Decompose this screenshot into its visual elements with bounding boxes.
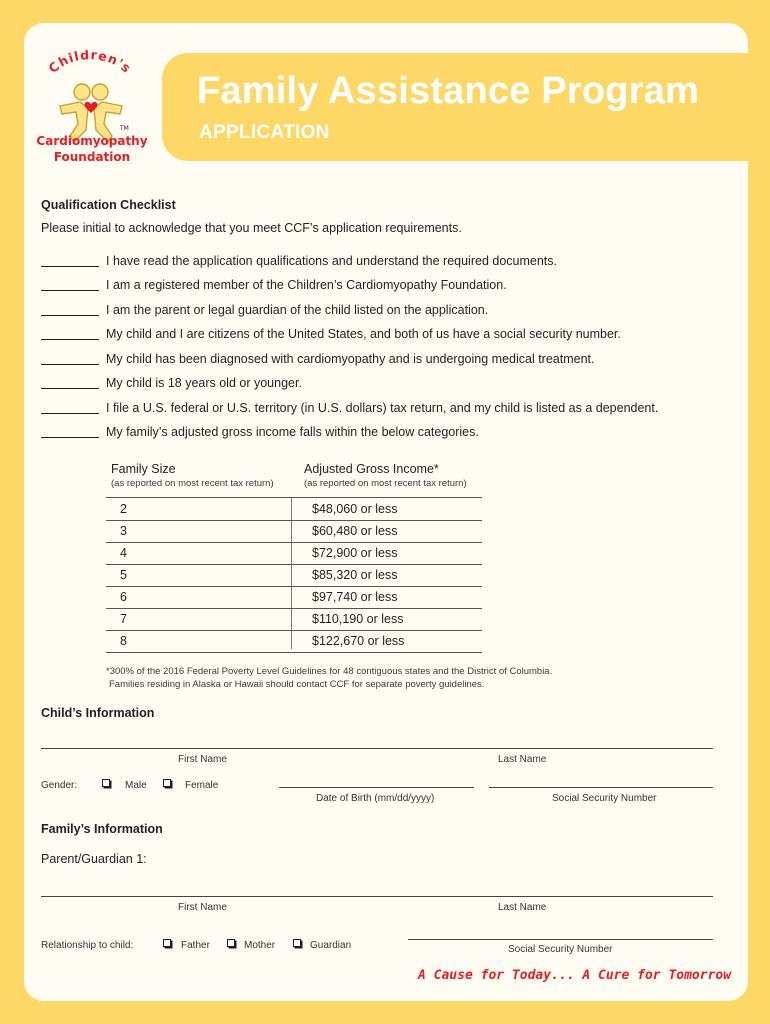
initial-blank[interactable] bbox=[41, 315, 99, 316]
checklist-item: I file a U.S. federal or U.S. territory (in U.S. dollars) tax return, and my child is listed as a dependent. bbox=[106, 401, 659, 415]
initial-blank[interactable] bbox=[41, 388, 99, 389]
initial-blank[interactable] bbox=[41, 290, 99, 291]
family-info-heading: Family’s Information bbox=[41, 822, 163, 836]
table-rule bbox=[106, 586, 482, 587]
table-cell-income: $48,060 or less bbox=[312, 502, 398, 516]
page-subtitle: APPLICATION bbox=[199, 122, 330, 143]
guardian-name-field[interactable] bbox=[41, 896, 713, 897]
table-rule bbox=[106, 630, 482, 631]
svg-text:Children's bbox=[45, 50, 134, 76]
guardian-first-name-label: First Name bbox=[178, 902, 227, 913]
table-cell-income: $85,320 or less bbox=[312, 568, 398, 582]
table-cell-size: 2 bbox=[120, 502, 127, 516]
dob-field[interactable] bbox=[279, 787, 474, 788]
checklist-item: My child is 18 years old or younger. bbox=[106, 376, 302, 390]
table-cell-size: 6 bbox=[120, 590, 127, 604]
guardian-last-name-label: Last Name bbox=[498, 902, 547, 913]
logo-tm: TM bbox=[120, 125, 129, 132]
mother-checkbox[interactable] bbox=[227, 939, 235, 947]
guardian-option-label: Guardian bbox=[310, 940, 352, 951]
child-ssn-label: Social Security Number bbox=[552, 793, 657, 804]
initial-blank[interactable] bbox=[41, 413, 99, 414]
child-info-heading: Child’s Information bbox=[41, 706, 155, 720]
gender-label: Gender: bbox=[41, 780, 78, 791]
female-label: Female bbox=[185, 780, 219, 791]
logo-line1: Cardiomyopathy bbox=[36, 134, 148, 148]
table-footnote: Families residing in Alaska or Hawaii should contact CCF for separate poverty guidelines. bbox=[109, 679, 485, 690]
table-rule bbox=[106, 520, 482, 521]
tagline: A Cause for Today... A Cure for Tomorrow bbox=[418, 968, 732, 983]
child-name-field[interactable] bbox=[41, 748, 713, 749]
table-rule bbox=[106, 497, 482, 498]
table-footnote: *300% of the 2016 Federal Poverty Level Guidelines for 48 contiguous states and the District of Columbia. bbox=[106, 666, 553, 677]
father-checkbox[interactable] bbox=[163, 939, 171, 947]
table-cell-income: $72,900 or less bbox=[312, 546, 398, 560]
family-size-header: Family Size bbox=[111, 462, 176, 476]
initial-blank[interactable] bbox=[41, 364, 99, 365]
initial-blank[interactable] bbox=[41, 437, 99, 438]
initial-blank[interactable] bbox=[41, 266, 99, 267]
table-cell-income: $122,670 or less bbox=[312, 634, 405, 648]
mother-label: Mother bbox=[244, 940, 276, 951]
father-label: Father bbox=[181, 940, 210, 951]
child-last-name-label: Last Name bbox=[498, 754, 547, 765]
checklist-item: My child and I are citizens of the United States, and both of us have a social security number. bbox=[106, 327, 621, 341]
table-cell-income: $110,190 or less bbox=[312, 612, 404, 626]
income-header: Adjusted Gross Income* bbox=[304, 462, 439, 476]
table-cell-size: 8 bbox=[120, 634, 127, 648]
child-first-name-label: First Name bbox=[178, 754, 227, 765]
table-cell-size: 4 bbox=[120, 546, 127, 560]
table-rule bbox=[106, 564, 482, 565]
table-cell-income: $60,480 or less bbox=[312, 524, 398, 538]
table-rule bbox=[106, 652, 482, 653]
female-checkbox[interactable] bbox=[163, 779, 171, 787]
logo-line2: Foundation bbox=[53, 150, 131, 164]
table-rule bbox=[106, 542, 482, 543]
guardian-ssn-field[interactable] bbox=[408, 939, 713, 940]
child-ssn-field[interactable] bbox=[489, 787, 713, 788]
ccf-logo bbox=[30, 50, 154, 168]
initial-blank[interactable] bbox=[41, 339, 99, 340]
checklist-item: I am the parent or legal guardian of the child listed on the application. bbox=[106, 303, 489, 317]
guardian-ssn-label: Social Security Number bbox=[508, 944, 613, 955]
logo-top-text: Children's bbox=[45, 50, 135, 77]
income-subheader: (as reported on most recent tax return) bbox=[304, 478, 467, 489]
table-rule bbox=[106, 608, 482, 609]
guardian-checkbox[interactable] bbox=[293, 939, 301, 947]
dob-label: Date of Birth (mm/dd/yyyy) bbox=[316, 793, 435, 804]
male-label: Male bbox=[125, 780, 147, 791]
family-size-subheader: (as reported on most recent tax return) bbox=[111, 478, 274, 489]
table-cell-size: 3 bbox=[120, 524, 127, 538]
checklist-item: My family’s adjusted gross income falls within the below categories. bbox=[106, 425, 479, 439]
male-checkbox[interactable] bbox=[102, 779, 110, 787]
checklist-item: I am a registered member of the Children’s Cardiomyopathy Foundation. bbox=[106, 278, 507, 292]
relationship-label: Relationship to child: bbox=[41, 940, 134, 951]
table-cell-size: 7 bbox=[120, 612, 127, 626]
page-title: Family Assistance Program bbox=[197, 70, 700, 112]
table-cell-income: $97,740 or less bbox=[312, 590, 398, 604]
guardian-label: Parent/Guardian 1: bbox=[41, 852, 147, 866]
checklist-instruction: Please initial to acknowledge that you meet CCF’s application requirements. bbox=[41, 221, 462, 235]
checklist-item: I have read the application qualifications and understand the required documents. bbox=[106, 254, 557, 268]
table-cell-size: 5 bbox=[120, 568, 127, 582]
checklist-item: My child has been diagnosed with cardiomyopathy and is undergoing medical treatment. bbox=[106, 352, 595, 366]
checklist-heading: Qualification Checklist bbox=[41, 198, 176, 212]
